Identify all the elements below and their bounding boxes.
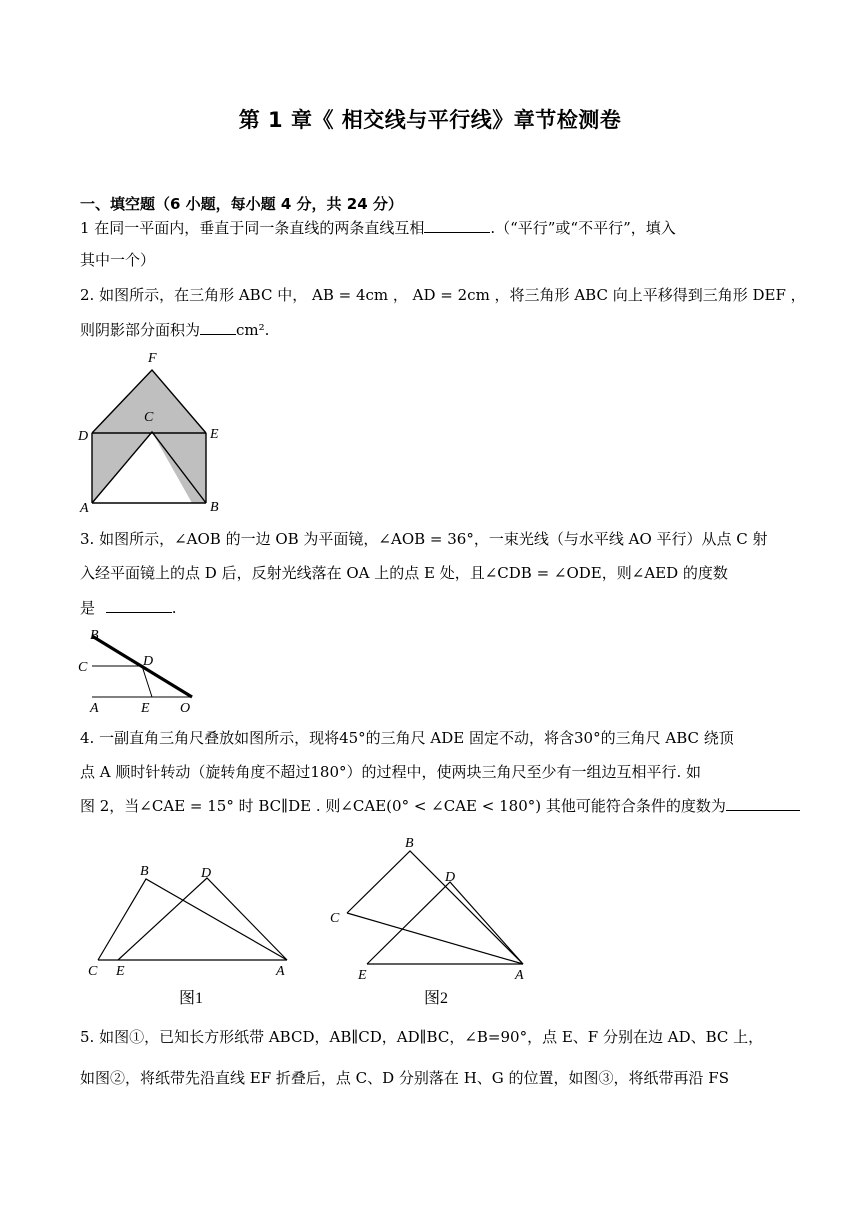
label-c: C: [78, 660, 88, 675]
fig1-label-d: D: [201, 866, 212, 881]
q2-figure-translation: [74, 346, 234, 516]
question-2-line-1: 2. 如图所示，在三角形 ABC 中， AB = 4cm ， AD = 2cm ，将三角形 ABC 向上平移得到三角形 DEF ，: [80, 286, 806, 304]
q2-answer-blank[interactable]: [200, 318, 236, 335]
label-d: D: [143, 654, 154, 669]
question-4-line-2: 点 A 顺时针转动（旋转角度不超过180°）的过程中，使两块三角尺至少有一组边互相平行. 如: [80, 763, 702, 781]
fig1-label-a: A: [276, 964, 285, 979]
label-a: A: [90, 701, 99, 716]
label-a: A: [80, 501, 89, 516]
label-e: E: [141, 701, 150, 716]
label-o: O: [180, 701, 191, 716]
question-4-line-3: [80, 794, 780, 817]
label-e: E: [210, 427, 219, 442]
question-5-line-2: 如图②，将纸带先沿直线 EF 折叠后，点 C、D 分别落在 H、G 的位置，如图③，将纸带再沿 FS: [80, 1069, 729, 1087]
fig2-label-e: E: [358, 968, 367, 983]
fig2-triangle-ade: [367, 882, 523, 964]
question-3-line-2: 入经平面镜上的点 D 后，反射光线落在 OA 上的点 E 处，且∠CDB = ∠ODE，则∠AED 的度数: [80, 564, 728, 582]
question-3-line-1: 3. 如图所示，∠AOB 的一边 OB 为平面镜，∠AOB = 36°，一束光线（与水平线 AO 平行）从点 C 射: [80, 530, 768, 548]
question-3-line-3: [80, 596, 780, 619]
label-f: F: [148, 351, 157, 366]
fig1-label-e: E: [116, 964, 125, 979]
page-title: 第 1 章《 相交线与平行线》章节检测卷: [238, 108, 622, 132]
q2-text-a: 则阴影部分面积为: [80, 321, 201, 339]
q1-text-a: 1 在同一平面内，垂直于同一条直线的两条直线互相: [80, 219, 425, 237]
fig1-caption: 图1: [179, 990, 204, 1007]
label-b: B: [90, 628, 99, 643]
fig1-label-b: B: [140, 864, 149, 879]
q1-answer-blank[interactable]: [424, 216, 490, 233]
section-heading: 一、填空题（6 小题，每小题 4 分，共 24 分）: [80, 195, 403, 213]
q4-figure-2: [330, 836, 524, 1007]
q3-text-a: 是: [80, 599, 100, 617]
fig2-label-b: B: [405, 836, 414, 851]
q1-text-b: .（“平行”或“不平行”，填入: [490, 219, 676, 237]
fig2-label-a: A: [515, 968, 524, 983]
question-4-line-1: 4. 一副直角三角尺叠放如图所示，现将45°的三角尺 ADE 固定不动，将含30°的三角尺 ABC 绕顶: [80, 729, 734, 747]
q2-text-b: cm².: [236, 321, 270, 339]
fig2-label-d: D: [445, 870, 456, 885]
fig2-label-c: C: [330, 911, 340, 926]
q3-text-b: .: [171, 599, 177, 617]
q4-figures: [80, 826, 540, 1016]
question-1-line-2: 其中一个）: [80, 251, 156, 269]
question-1-line-1: [80, 216, 780, 239]
fig1-triangle-ade: [118, 878, 287, 960]
fig1-label-c: C: [88, 964, 98, 979]
question-5-line-1: 5. 如图①，已知长方形纸带 ABCD，AB∥CD，AD∥BC，∠B=90°，点 E、F 分别在边 AD、BC 上，: [80, 1028, 764, 1046]
question-2-line-2: [80, 318, 780, 341]
label-c: C: [144, 410, 154, 425]
label-d: D: [78, 429, 89, 444]
q4-figure-1: [88, 864, 287, 1007]
q3-figure-mirror: [76, 624, 206, 716]
fig2-triangle-abc: [347, 851, 523, 964]
label-b: B: [210, 500, 219, 515]
fig2-caption: 图2: [424, 990, 449, 1007]
q4-text: 图 2，当∠CAE = 15° 时 BC∥DE . 则∠CAE(0° < ∠CAE < 180°) 其他可能符合条件的度数为: [80, 797, 726, 815]
q4-answer-blank[interactable]: [726, 794, 800, 811]
q3-answer-blank[interactable]: [106, 596, 172, 613]
